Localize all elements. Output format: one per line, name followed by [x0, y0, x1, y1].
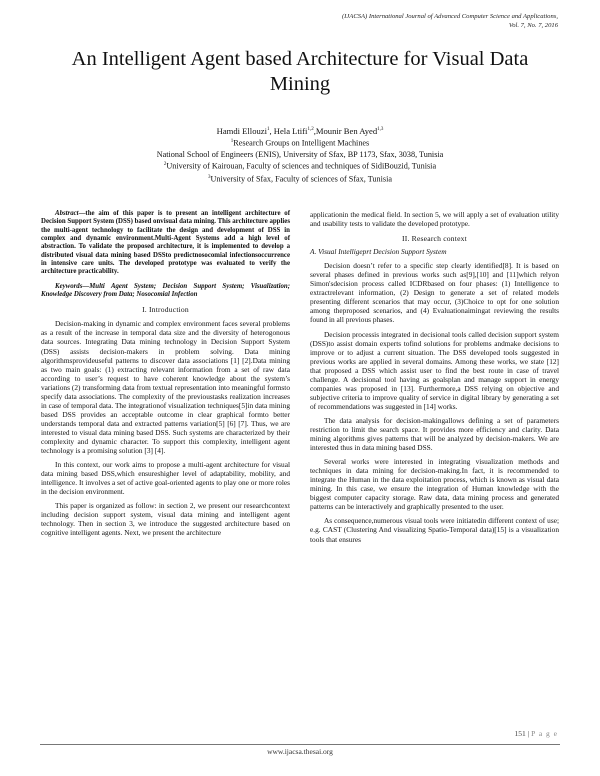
- author-name: Mounir Ben Ayed: [315, 125, 378, 136]
- right-column: [310, 210, 559, 544]
- author-sup: 1,2: [307, 127, 314, 132]
- author-sup: 1: [266, 127, 270, 132]
- abstract-text: —the aim of this paper is to present an intelligent architecture of Decision Support System (DSS) based onvisual data mining. This architecture applies the multi-agent technology to facilitate the design and development of DSS in complex and dynamic environment.Multi-Agent Systems add a high level of abstraction. To validate the proposed architecture, it is implemented to develop a distributed visual data mining based DSSto predictnosocomial infectionsoccurrence in intensive care units. The developed prototype was evaluated to verify the architecture practicability.: [41, 210, 290, 276]
- paragraph: Decision doesn’t refer to a specific step clearly identified[8]. It is based on several phases defined in previous works such as[9],[10] and [11]which relyon Simon'sdecision process called ICDRbased on four phases: (1) Intelligence to extractrelevant information, (2) Design to generate a set of related models presenting different scenarios that may occur, (3)Choice to opt for one solution among theproposed scenarios, and (4) Evaluationaimingat reviewing the results found in all previous phases.: [310, 261, 559, 325]
- journal-name: (IJACSA) International Journal of Advanced Computer Science and Applications,: [341, 13, 558, 20]
- page-number: 151 | P a g e: [514, 729, 558, 738]
- running-header: [342, 12, 558, 30]
- paper-title: An Intelligent Agent based Architecture for Visual Data Mining: [71, 48, 529, 95]
- author-sup: 1,3: [377, 127, 384, 132]
- paragraph: This paper is organized as follow: in section 2, we present our researchcontext including decision support system, visual data mining and intelligent agent technology. Then in section 3, we introduce the suggested architecture based on cognitive intelligent agents. Next, we present the architecture: [41, 501, 290, 538]
- section-heading-research-context: II. Research context: [402, 234, 467, 244]
- paragraph: As consequence,numerous visual tools were initiatedin different context of use; e.g. CAST (Clustering And visualizing Spatio-Temporal data)[15] is a visualization tools that ensures: [310, 516, 559, 544]
- affiliation: $^3$University of Sfax, Faculty of sciences of Sfax, Tunisia: [208, 174, 392, 184]
- paragraph: applicationin the medical field. In section 5, we will apply a set of evaluation utility and usability tests to validate the developed prototype.: [310, 210, 559, 229]
- journal-volume: Vol. 7, No. 7, 2016: [508, 22, 558, 29]
- subsection-heading: A. Visual Intelligeprt Decision Support System: [310, 247, 447, 257]
- affiliation: $^1$Research Groups on Intelligent Machines: [230, 139, 370, 149]
- affiliation: National School of Engineers (ENIS), University of Sfax, BP 1173, Sfax, 3038, Tunisia: [156, 149, 444, 159]
- affiliation: $^2$University of Kairouan, Faculty of sciences and techniques of SidiBouzid, Tunisia: [163, 162, 437, 172]
- left-column: [41, 210, 290, 537]
- keywords: [41, 283, 290, 300]
- section-heading-introduction: I. Introduction: [142, 305, 189, 315]
- journal-url: www.ijacsa.thesai.org: [267, 747, 333, 756]
- footer-divider: [40, 744, 560, 745]
- author-block: [40, 125, 560, 185]
- keywords-lead: Keywords—: [55, 282, 90, 290]
- paragraph: Several works were interested in integrating visualization methods and techniques in data mining for decision-making.In fact, it is recommended to integrate the Human in the data exploitation process, which is known as visual data mining. In this case, we ensure the integration of Human knowledge with the biggest computer capacity storage. Raw data, data mining process and generated patterns can be interactively and graphically presented to the user.: [310, 457, 559, 512]
- abstract: [41, 210, 290, 277]
- paragraph: Decision processis integrated in decisional tools called decision support system (DSS)to assist domain experts tofind solutions for problems andmake decisions to improve or to adjust a current situation. The DSS developed tools suggested in previous works are applied in several domains. Among these works, we state [12] that proposed a DSS which assist user to find the best route in case of travel challenge. A decisional tool having as goalsplan and manage support in energy companies was proposed in [13]. Furthermore,a DSS relying on objective and subjective criteria to improve quality of service in digital library by generating a set of recommendations was suggested in [14] works.: [310, 329, 559, 411]
- abstract-lead: Abstract: [55, 210, 79, 217]
- paragraph: Decision-making in dynamic and complex environment faces several problems as a result of the increase in temporal data size and the diversity of heterogonous data sources. Integrating Data mining technology in Decision Support System (DSS) assists decision-makers in problem solving. Data mining algorithmsprovideuseful patterns to discover data associations [1] [2].Data mining as two main goals: (1) extracting relevant information from a set of raw data according to user’s request to have coherent knowledge about the system’s variations (2) transforming data from textual representation into meaningful formsto specify data associations. The complexity of the previoustasks realization increases in case of temporal data. The integrationof visualization techniques[5]in data mining based DSS provides an acceptable outcome in clear graphical formto better understands temporal data and extracted patterns variation[5] [6] [7]. Thus, we are interested to visual data mining based DSS. Such systems are characterized by their complexity and dynamic character. To support this complexity, intelligent agent technology is a promising solution [3] [4].: [41, 319, 290, 456]
- keywords-text: Multi Agent System; Decision Support System; Visualization; Knowledge Discovery from Data; Nosocomial Infection: [41, 282, 290, 299]
- paragraph: In this context, our work aims to propose a multi-agent architecture for visual data mining based DSS,which ensureshigher level of adaptability, mobility, and intelligence. It involves a set of active goal-oriented agents to play one or more roles in the decision environment.: [41, 460, 290, 497]
- author-name: Hela Ltifi: [273, 125, 308, 136]
- paragraph: The data analysis for decision-makingallows defining a set of parameters restriction to limit the search space. It provides more efficiency and clarity. Data mining algorithms gives patterns that will be analyzed by decision-makers. We are interested thus in data mining based DSS.: [310, 415, 559, 453]
- author-names: Hamdi Ellouzi$^1$, Hela Ltifi$^{1,2}$,Mounir Ben Ayed$^{1,3}$: [216, 125, 384, 136]
- page-label: P a g e: [531, 729, 558, 738]
- author-name: Hamdi Ellouzi: [216, 125, 267, 136]
